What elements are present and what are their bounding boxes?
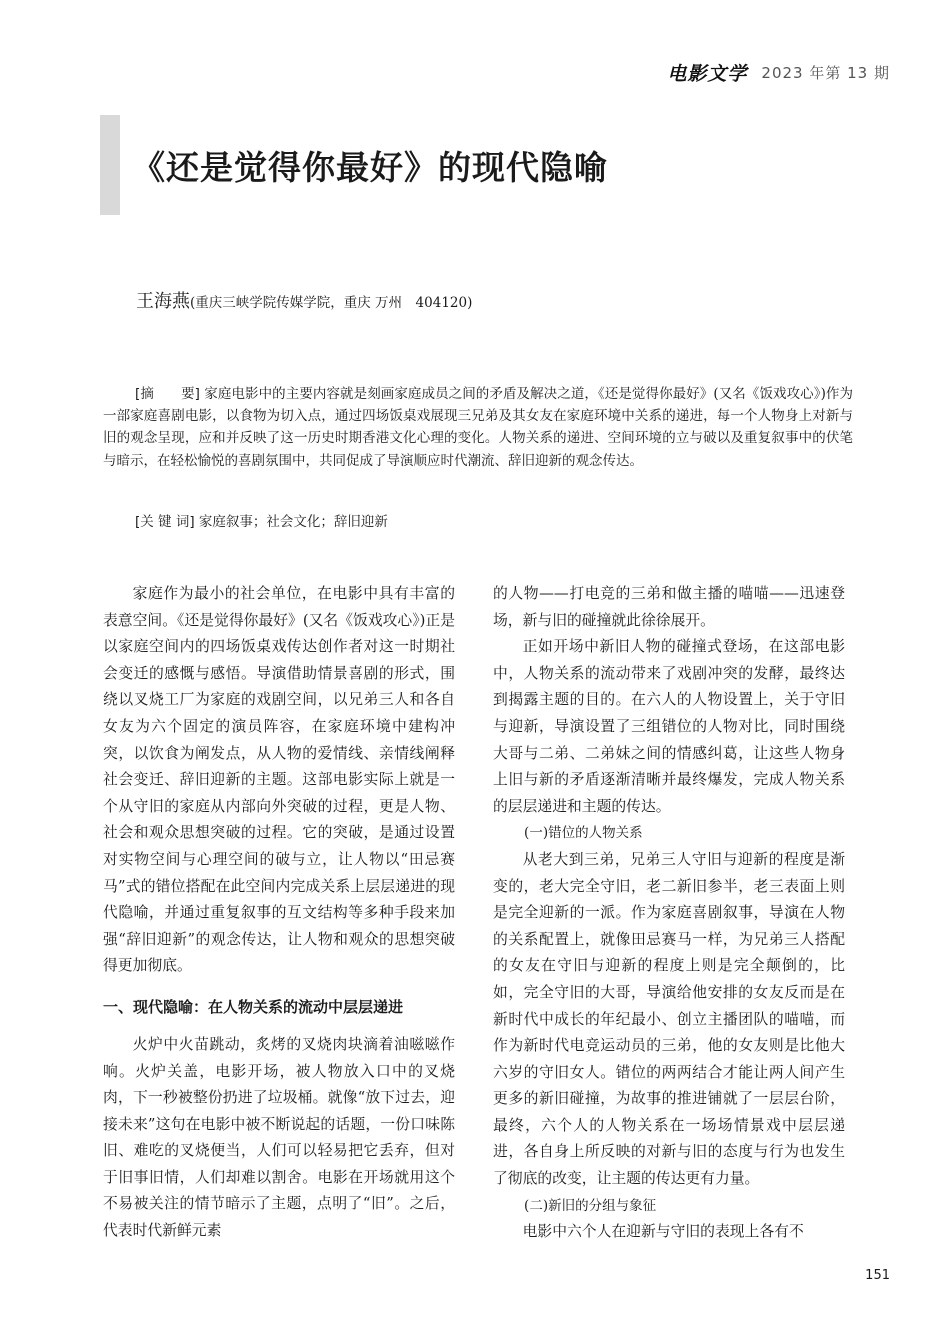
abstract-label: [摘 要] [135, 386, 200, 402]
author-affiliation: (重庆三峡学院传媒学院，重庆 万州 404120) [190, 295, 473, 311]
keywords [135, 510, 388, 530]
page-number: 151 [865, 1268, 890, 1283]
author-line [136, 287, 472, 313]
article-title: 《还是觉得你最好》的现代隐喻 [132, 148, 608, 187]
body-paragraph: 家庭作为最小的社会单位，在电影中具有丰富的表意空间。《还是觉得你最好》(又名《饭戏攻心》)正是以家庭空间内的四场饭桌戏传达创作者对这一时期社会变迁的感慨与感悟。导演借助情景喜剧的形式，围绕以叉烧工厂为家庭的戏剧空间，以兄弟三人和各自女友为六个固定的演员阵容，在家庭环境中建构冲突，以饮食为阐发点，从人物的爱情线、亲情线阐释社会变迁、辞旧迎新的主题。这部电影实际上就是一个从守旧的家庭从内部向外突破的过程，更是人物、社会和观众思想突破的过程。它的突破，是通过设置对实物空间与心理空间的破与立，让人物以“田忌赛马”式的错位搭配在此空间内完成关系上层层递进的现代隐喻，并通过重复叙事的互文结构等多种手段来加强“辞旧迎新”的观念传达，让人物和观众的思想突破得更加彻底。 [103, 585, 455, 975]
subsection-heading: (一)错位的人物关系 [524, 825, 643, 842]
running-header [667, 60, 890, 84]
body-paragraph: 正如开场中新旧人物的碰撞式登场，在这部电影中，人物关系的流动带来了戏剧冲突的发酵，最终达到揭露主题的目的。在六人的人物设置上，关于守旧与迎新，导演设置了三组错位的人物对比，同时围绕大哥与二弟、二弟妹之间的情感纠葛，让这些人物身上旧与新的矛盾逐渐清晰并最终爆发，完成人物关系的层层递进和主题的传达。 [493, 638, 845, 815]
keywords-text: 家庭叙事；社会文化；辞旧迎新 [198, 514, 388, 530]
body-paragraph: 火炉中火苗跳动，炙烤的叉烧肉块滴着油嗞嗞作响。火炉关盖，电影开场，被人物放入口中的叉烧肉，下一秒被整份扔进了垃圾桶。就像“放下过去，迎接未来”这句在电影中被不断说起的话题，一份口味陈旧、难吃的叉烧便当，人们可以轻易把它丢弃，但对于旧事旧情，人们却难以割舍。电影在开场就用这个不易被关注的情节暗示了主题，点明了“旧”。之后，代表时代新鲜元素 [103, 1035, 455, 1240]
keywords-label: [关 键 词] [135, 514, 195, 530]
section-heading: 一、现代隐喻：在人物关系的流动中层层递进 [103, 997, 404, 1016]
body-column-right [493, 581, 845, 1246]
body-paragraph: 从老大到三弟，兄弟三人守旧与迎新的程度是渐变的，老大完全守旧，老二新旧参半，老三表面上则是完全迎新的一派。作为家庭喜剧叙事，导演在人物的关系配置上，就像田忌赛马一样，为兄弟三人搭配的女友在守旧与迎新的程度上则是完全颠倒的，比如，完全守旧的大哥，导演给他安排的女友反而是在新时代中成长的年纪最小、创立主播团队的喵喵，而作为新时代电竞运动员的三弟，他的女友则是比他大六岁的守旧女人。错位的两两结合才能让两人间产生更多的新旧碰撞，为故事的推进铺就了一层层台阶，最终，六个人的人物关系在一场场情景戏中层层递进，各自身上所反映的对新与旧的态度与行为也发生了彻底的改变，让主题的传达更有力量。 [493, 850, 845, 1188]
abstract [103, 383, 853, 472]
body-paragraph: 的人物——打电竞的三弟和做主播的喵喵——迅速登场，新与旧的碰撞就此徐徐展开。 [493, 585, 845, 629]
title-accent-bar [100, 115, 120, 215]
subsection-heading: (二)新旧的分组与象征 [524, 1197, 657, 1214]
body-column-left [103, 581, 455, 1245]
body-paragraph: 电影中六个人在迎新与守旧的表现上各有不 [522, 1223, 804, 1241]
author-name: 王海燕 [136, 291, 190, 312]
abstract-text: 家庭电影中的主要内容就是刻画家庭成员之间的矛盾及解决之道，《还是觉得你最好》(又名《饭戏攻心》)作为一部家庭喜剧电影，以食物为切入点，通过四场饭桌戏展现三兄弟及其女友在家庭环境中关系的递进，每一个人物身上对新与旧的观念呈现，应和并反映了这一历史时期香港文化心理的变化。人物关系的递进、空间环境的立与破以及重复叙事中的伏笔与暗示，在轻松愉悦的喜剧氛围中，共同促成了导演顺应时代潮流、辞旧迎新的观念传达。 [103, 386, 853, 469]
issue-label: 2023 年第 13 期 [761, 63, 890, 82]
journal-logo: 电影文学 [667, 62, 748, 85]
